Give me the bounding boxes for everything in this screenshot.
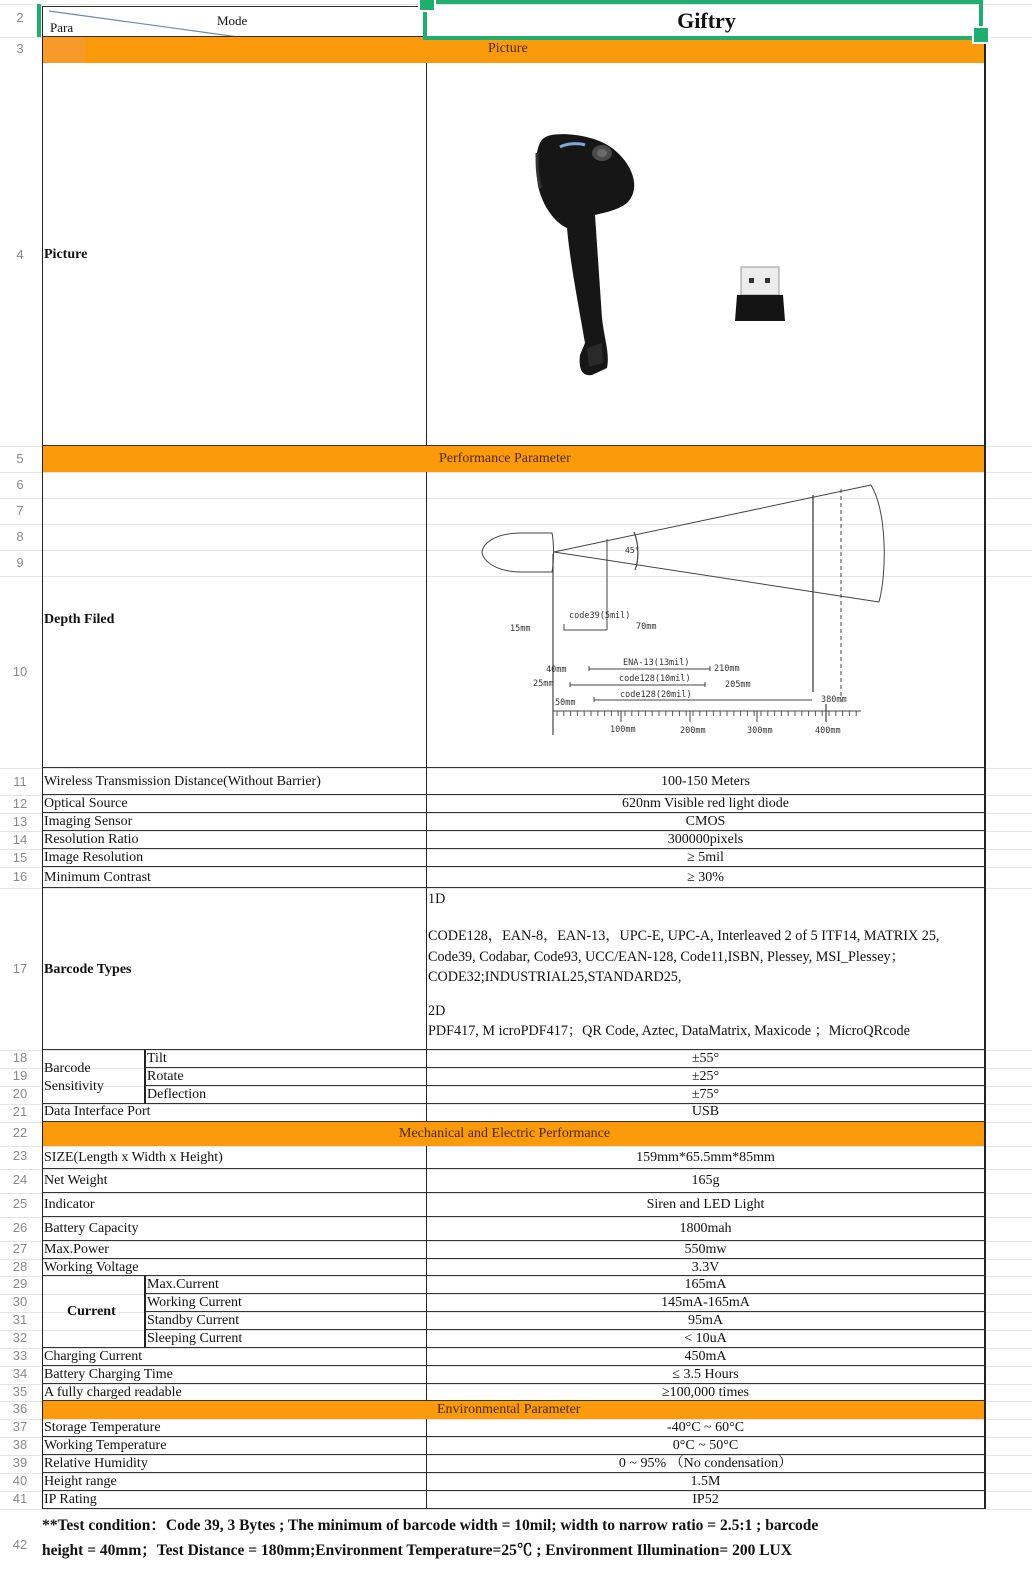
- environment-row-value-cell[interactable]: [427, 1473, 986, 1491]
- performance-row-value-cell[interactable]: [427, 795, 986, 813]
- mechanical-row-label: Working Voltage: [44, 1260, 139, 1275]
- axis-label-300: 300mm: [747, 726, 773, 736]
- sensitivity-row-label: Tilt: [147, 1051, 167, 1066]
- performance-row-label: Optical Source: [44, 796, 128, 811]
- mechanical-row-label: SIZE(Length x Width x Height): [44, 1150, 223, 1165]
- performance-row-value-cell[interactable]: [427, 813, 986, 831]
- performance-row-label-cell[interactable]: [42, 813, 427, 831]
- code128-20-label: code128(20mil): [620, 690, 692, 700]
- barcode-1d-heading: 1D: [428, 891, 446, 907]
- code39-label: code39(5mil): [569, 611, 631, 621]
- environment-row-value: IP52: [692, 1492, 719, 1507]
- current-row-label: Max.Current: [147, 1277, 219, 1292]
- charging-row-value-cell[interactable]: [427, 1366, 986, 1384]
- performance-row-value: 100-150 Meters: [660, 774, 751, 789]
- section-band-environmental: [42, 1401, 986, 1419]
- beam-arc: [871, 485, 884, 602]
- current-row-value: 165mA: [684, 1277, 727, 1292]
- brand-title: Giftry: [677, 8, 736, 33]
- sensitivity-row-label-cell[interactable]: [145, 1086, 427, 1104]
- interface-label: Data Interface Port: [44, 1104, 151, 1119]
- row-number[interactable]: 37: [12, 1419, 28, 1434]
- band-shade: [43, 37, 85, 63]
- performance-row-label-cell[interactable]: [42, 849, 427, 867]
- environment-row-label-cell[interactable]: [42, 1473, 427, 1491]
- row-number[interactable]: 28: [12, 1259, 28, 1274]
- mechanical-row-value-cell[interactable]: [427, 1146, 986, 1169]
- depth-field-label: Depth Filed: [44, 612, 115, 627]
- angle-label: 45°: [625, 546, 640, 555]
- d25-label: 25mm: [533, 679, 554, 689]
- barcode-1d-line1: CODE128，EAN-8，EAN-13，UPC-E, UPC-A, Interleaved 2 of 5 ITF14, MATRIX 25,: [428, 928, 940, 944]
- mechanical-row-value: Siren and LED Light: [646, 1197, 765, 1212]
- depth-of-field-diagram: [427, 472, 986, 768]
- current-row-value-cell[interactable]: [427, 1276, 986, 1294]
- row-number[interactable]: 38: [12, 1437, 28, 1452]
- environment-row-label-cell[interactable]: [42, 1455, 427, 1473]
- environment-row-value: 0°C ~ 50°C: [672, 1438, 739, 1453]
- sensitivity-row-value: ±25°: [691, 1069, 720, 1084]
- row-number[interactable]: 16: [12, 869, 28, 884]
- mechanical-row-label: Max.Power: [44, 1242, 109, 1257]
- row-number[interactable]: 26: [12, 1220, 28, 1235]
- performance-row-value: 300000pixels: [667, 832, 744, 847]
- sensitivity-row-value: ±55°: [691, 1051, 720, 1066]
- current-row-label-cell[interactable]: [145, 1312, 427, 1330]
- scanner-icon: [536, 134, 634, 375]
- charging-row-value-cell[interactable]: [427, 1348, 986, 1366]
- current-label-cell[interactable]: [42, 1276, 145, 1348]
- current-row-value-cell[interactable]: [427, 1312, 986, 1330]
- charging-row-value: ≥100,000 times: [661, 1385, 749, 1400]
- mechanical-row-label-cell[interactable]: [42, 1217, 427, 1241]
- mode-label: Mode: [217, 13, 248, 28]
- sensitivity-row-label-cell[interactable]: [145, 1068, 427, 1086]
- sensitivity-label-line2: Sensitivity: [44, 1079, 104, 1094]
- sensitivity-row-label: Rotate: [147, 1069, 184, 1084]
- performance-row-label-cell[interactable]: [42, 867, 427, 888]
- environment-row-value-cell[interactable]: [427, 1419, 986, 1437]
- row-number[interactable]: 23: [12, 1148, 28, 1163]
- row-number[interactable]: 8: [16, 529, 24, 544]
- barcode-types-cell[interactable]: [427, 888, 986, 1050]
- d40-label: 40mm: [546, 665, 567, 675]
- mechanical-row-label-cell[interactable]: [42, 1193, 427, 1217]
- charging-row-value: ≤ 3.5 Hours: [672, 1367, 739, 1382]
- performance-row-label: Resolution Ratio: [44, 832, 139, 847]
- environment-row-label-cell[interactable]: [42, 1437, 427, 1455]
- row-number[interactable]: 35: [12, 1384, 28, 1399]
- sensitivity-row-label: Deflection: [147, 1087, 207, 1102]
- performance-row-value-cell[interactable]: [427, 831, 986, 849]
- sensitivity-row-value-cell[interactable]: [427, 1050, 986, 1068]
- axis-minor-ticks: [557, 711, 856, 716]
- d50-label: 50mm: [555, 698, 576, 708]
- beam-upper: [554, 485, 871, 552]
- row-number[interactable]: 18: [12, 1050, 28, 1065]
- performance-row-value: ≥ 5mil: [687, 850, 724, 865]
- performance-row-label: Image Resolution: [44, 850, 144, 865]
- current-row-value-cell[interactable]: [427, 1294, 986, 1312]
- performance-row-label-cell[interactable]: [42, 795, 427, 813]
- section-band-performance: [42, 446, 986, 472]
- mechanical-row-value: 1800mah: [679, 1221, 732, 1236]
- scanner-head-outline: [482, 533, 554, 572]
- sensitivity-row-value-cell[interactable]: [427, 1086, 986, 1104]
- axis-label-400: 400mm: [815, 726, 841, 736]
- section-band-mechanical: [42, 1122, 986, 1146]
- row-number[interactable]: 14: [12, 832, 28, 847]
- usb-receiver-icon: [735, 267, 785, 321]
- current-row-value: 95mA: [688, 1313, 723, 1328]
- environment-row-value: 0 ~ 95% （No condensation）: [618, 1456, 793, 1471]
- current-row-label-cell[interactable]: [145, 1276, 427, 1294]
- beam-lower: [554, 552, 879, 602]
- row-number[interactable]: 6: [16, 477, 24, 492]
- row-number[interactable]: 2: [16, 10, 24, 25]
- selection-fill-handle[interactable]: [972, 26, 990, 44]
- charging-row-label-cell[interactable]: [42, 1366, 427, 1384]
- row-number[interactable]: 39: [12, 1455, 28, 1470]
- performance-row-value-cell[interactable]: [427, 768, 986, 795]
- d205-label: 205mm: [725, 680, 751, 690]
- mechanical-row-value-cell[interactable]: [427, 1241, 986, 1259]
- section-title-mechanical: Mechanical and Electric Performance: [399, 1126, 611, 1141]
- cell-selection-outline: [423, 0, 983, 40]
- performance-row-label: Minimum Contrast: [44, 870, 151, 885]
- interface-value: USB: [691, 1104, 720, 1119]
- current-row-label: Standby Current: [147, 1313, 240, 1328]
- sensitivity-row-value: ±75°: [691, 1087, 720, 1102]
- row-number[interactable]: 17: [12, 961, 28, 976]
- row-number[interactable]: 9: [16, 555, 24, 570]
- row-number[interactable]: 42: [12, 1537, 28, 1552]
- mechanical-row-value-cell[interactable]: [427, 1217, 986, 1241]
- environment-row-label: Relative Humidity: [44, 1456, 148, 1471]
- current-label: Current: [67, 1304, 116, 1319]
- mechanical-row-label: Battery Capacity: [44, 1221, 139, 1236]
- current-row-label: Sleeping Current: [147, 1331, 243, 1346]
- current-row-label-cell[interactable]: [145, 1294, 427, 1312]
- mechanical-row-label-cell[interactable]: [42, 1146, 427, 1169]
- picture-label-cell[interactable]: [42, 63, 427, 446]
- barcode-2d-heading: 2D: [428, 1003, 446, 1019]
- current-row-label-cell[interactable]: [145, 1330, 427, 1348]
- footnote-line2: height = 40mm；Test Distance = 180mm;Environment Temperature=25℃ ; Environment Illumination= 200 LUX: [42, 1542, 792, 1559]
- row-number[interactable]: 30: [12, 1294, 28, 1309]
- environment-row-label-cell[interactable]: [42, 1491, 427, 1509]
- environment-row-label: Height range: [44, 1474, 117, 1489]
- axis-label-200: 200mm: [680, 726, 706, 736]
- environment-row-value-cell[interactable]: [427, 1437, 986, 1455]
- sensitivity-row-label-cell[interactable]: [145, 1050, 427, 1068]
- charging-row-label: Charging Current: [44, 1349, 143, 1364]
- current-row-value-cell[interactable]: [427, 1330, 986, 1348]
- environment-row-value-cell[interactable]: [427, 1455, 986, 1473]
- footnote-line1: **Test condition：Code 39, 3 Bytes ; The minimum of barcode width = 10mil; width to narrow ratio = 2.5:1 ; barcode: [42, 1517, 819, 1534]
- row-number[interactable]: 19: [12, 1068, 28, 1083]
- mechanical-row-label-cell[interactable]: [42, 1241, 427, 1259]
- interface-value-cell[interactable]: [427, 1104, 986, 1122]
- axis-label-100: 100mm: [610, 725, 636, 735]
- sensitivity-row-value-cell[interactable]: [427, 1068, 986, 1086]
- charging-row-value: 450mA: [684, 1349, 727, 1364]
- mechanical-row-value: 165g: [691, 1173, 720, 1188]
- section-title-picture: Picture: [488, 41, 528, 56]
- row-number[interactable]: 25: [12, 1196, 28, 1211]
- row-number[interactable]: 3: [16, 41, 24, 56]
- performance-row-value: ≥ 30%: [687, 870, 724, 885]
- para-label: Para: [50, 20, 74, 35]
- d70-label: 70mm: [636, 622, 657, 632]
- row-number[interactable]: 32: [12, 1330, 28, 1345]
- row-number[interactable]: 5: [16, 451, 24, 466]
- row-number[interactable]: 22: [12, 1125, 28, 1140]
- mechanical-row-label-cell[interactable]: [42, 1259, 427, 1276]
- d380-label: 380mm: [821, 695, 847, 705]
- d15-label: 15mm: [510, 624, 531, 634]
- barcode-2d-line: PDF417, M icroPDF417；QR Code, Aztec, DataMatrix, Maxicode ；MicroQRcode: [428, 1023, 910, 1039]
- performance-row-label-cell[interactable]: [42, 831, 427, 849]
- row-number[interactable]: 31: [12, 1312, 28, 1327]
- row-number[interactable]: 20: [12, 1086, 28, 1101]
- charging-row-label-cell[interactable]: [42, 1348, 427, 1366]
- mechanical-row-value: 3.3V: [691, 1260, 720, 1275]
- row-number[interactable]: 34: [12, 1366, 28, 1381]
- mechanical-row-value-cell[interactable]: [427, 1193, 986, 1217]
- section-band-picture: [42, 37, 986, 63]
- environment-row-label: Working Temperature: [44, 1438, 167, 1453]
- row-number[interactable]: 10: [12, 664, 28, 679]
- environment-row-value: 1.5M: [690, 1474, 721, 1489]
- row-selection-marker: [37, 4, 41, 37]
- environment-row-label-cell[interactable]: [42, 1419, 427, 1437]
- product-image: [427, 63, 986, 446]
- environment-row-label: IP Rating: [44, 1492, 97, 1507]
- section-title-performance: Performance Parameter: [439, 451, 571, 466]
- barcode-types-label-cell[interactable]: [42, 888, 427, 1050]
- performance-row-value: CMOS: [685, 814, 726, 829]
- charging-row-label: Battery Charging Time: [44, 1367, 173, 1382]
- barcode-types-label: Barcode Types: [44, 962, 132, 977]
- row-number[interactable]: 41: [12, 1491, 28, 1506]
- current-row-value: < 10uA: [684, 1331, 727, 1346]
- mechanical-row-value: 159mm*65.5mm*85mm: [636, 1150, 775, 1165]
- current-row-label: Working Current: [147, 1295, 242, 1310]
- grid-line: [0, 1509, 1032, 1510]
- row-number[interactable]: 36: [12, 1401, 28, 1416]
- row-number[interactable]: 29: [12, 1276, 28, 1291]
- row-number[interactable]: 4: [16, 247, 24, 262]
- selection-corner-handle[interactable]: [418, 0, 436, 12]
- current-row-value: 145mA-165mA: [661, 1295, 750, 1310]
- row-number[interactable]: 15: [12, 850, 28, 865]
- section-title-environmental: Environmental Parameter: [437, 1402, 581, 1417]
- charging-row-label: A fully charged readable: [44, 1385, 182, 1400]
- environment-row-value-cell[interactable]: [427, 1491, 986, 1509]
- row-number[interactable]: 40: [12, 1473, 28, 1488]
- mechanical-row-value: 550mw: [684, 1242, 727, 1257]
- row-number[interactable]: 12: [12, 796, 28, 811]
- row-number[interactable]: 21: [12, 1104, 28, 1119]
- row-number[interactable]: 7: [16, 503, 24, 518]
- row-number[interactable]: 33: [12, 1348, 28, 1363]
- mechanical-row-label-cell[interactable]: [42, 1169, 427, 1193]
- para-mode-header-cell[interactable]: [42, 6, 427, 37]
- performance-row-value-cell[interactable]: [427, 849, 986, 867]
- code39-bracket: [564, 624, 607, 630]
- barcode-1d-line3: CODE32;INDUSTRIAL25,STANDARD25,: [428, 969, 682, 985]
- picture-label: Picture: [44, 247, 88, 262]
- charging-row-label-cell[interactable]: [42, 1384, 427, 1401]
- interface-label-cell[interactable]: [42, 1104, 427, 1122]
- charging-row-value-cell[interactable]: [427, 1384, 986, 1401]
- sensitivity-label-line1: Barcode: [44, 1061, 91, 1076]
- mechanical-row-label: Indicator: [44, 1197, 95, 1212]
- sensitivity-label-cell[interactable]: [42, 1050, 145, 1104]
- row-number[interactable]: 24: [12, 1172, 28, 1187]
- performance-row-value: 620nm Visible red light diode: [622, 796, 789, 811]
- performance-row-value-cell[interactable]: [427, 867, 986, 888]
- barcode-1d-line2: Code39, Codabar, Code93, UCC/EAN-128, Code11,ISBN, Plessey, MSI_Plessey；: [428, 949, 905, 965]
- mechanical-row-value-cell[interactable]: [427, 1259, 986, 1276]
- environment-row-value: -40°C ~ 60°C: [666, 1420, 745, 1435]
- row-number[interactable]: 27: [12, 1241, 28, 1256]
- code128-10-label: code128(10mil): [619, 674, 691, 684]
- mechanical-row-value-cell[interactable]: [427, 1169, 986, 1193]
- environment-row-label: Storage Temperature: [44, 1420, 161, 1435]
- performance-row-label: Wireless Transmission Distance(Without Barrier): [44, 774, 321, 789]
- ena13-label: ENA-13(13mil): [623, 658, 690, 668]
- performance-row-label: Imaging Sensor: [44, 814, 133, 829]
- d210-label: 210mm: [714, 664, 740, 674]
- depth-field-diagram-cell[interactable]: [427, 472, 986, 768]
- depth-field-label-cell[interactable]: [42, 472, 427, 768]
- mechanical-row-label: Net Weight: [44, 1173, 108, 1188]
- row-number[interactable]: 11: [13, 774, 27, 789]
- picture-cell[interactable]: [427, 63, 986, 446]
- performance-row-label-cell[interactable]: [42, 768, 427, 795]
- row-number[interactable]: 13: [12, 814, 28, 829]
